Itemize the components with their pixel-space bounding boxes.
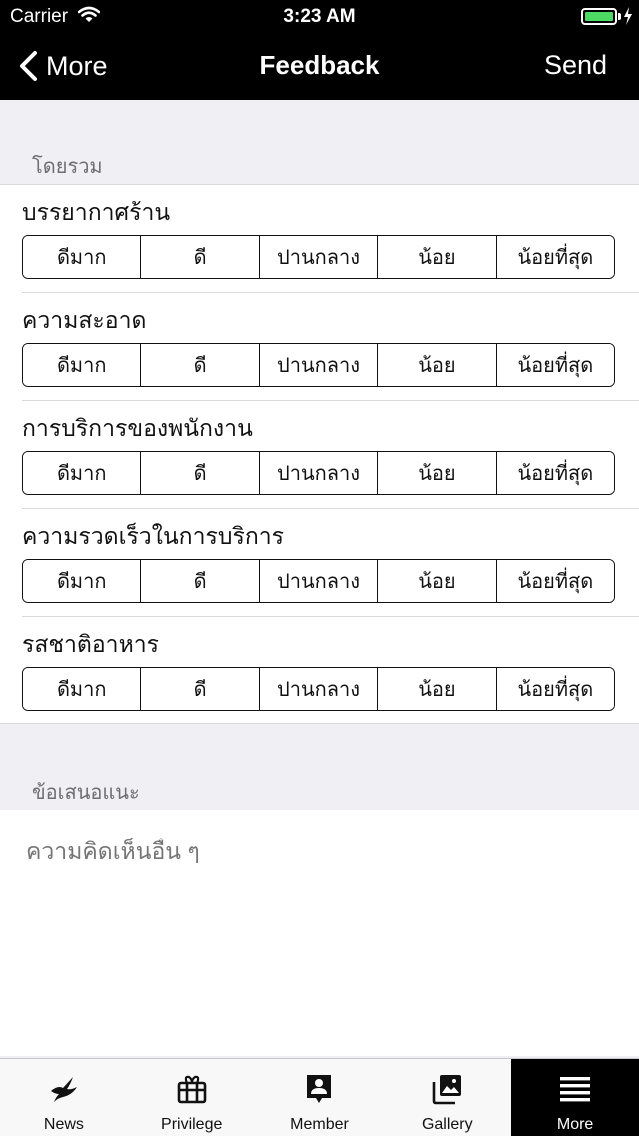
rating-option-good[interactable]: ดี	[141, 344, 259, 386]
rating-option-very-poor[interactable]: น้อยที่สุด	[497, 344, 614, 386]
tab-label: More	[556, 1116, 594, 1133]
carrier-label: Carrier	[10, 6, 69, 27]
rating-option-average[interactable]: ปานกลาง	[260, 236, 378, 278]
rating-row-staff-service	[0, 401, 639, 509]
rating-option-very-good[interactable]: ดีมาก	[23, 668, 141, 710]
status-time: 3:23 AM	[283, 6, 356, 27]
battery-tip	[618, 13, 621, 20]
rating-question-label: ความสะอาด	[22, 307, 147, 333]
rating-option-very-poor[interactable]: น้อยที่สุด	[497, 560, 614, 602]
gift-box-icon	[176, 1073, 208, 1105]
tab-news[interactable]	[0, 1059, 128, 1136]
tab-label: News	[43, 1116, 84, 1133]
tab-member[interactable]	[256, 1059, 384, 1136]
rating-row-cleanliness	[0, 293, 639, 401]
rating-option-poor[interactable]: น้อย	[378, 668, 496, 710]
tab-label: Privilege	[161, 1116, 223, 1133]
rating-option-average[interactable]: ปานกลาง	[260, 560, 378, 602]
rating-option-good[interactable]: ดี	[141, 236, 259, 278]
tab-more[interactable]	[511, 1059, 639, 1136]
tab-privilege[interactable]	[128, 1059, 256, 1136]
navigation-bar	[0, 34, 639, 100]
rating-option-very-poor[interactable]: น้อยที่สุด	[497, 668, 614, 710]
rating-segmented-control	[22, 559, 615, 603]
rating-question-label: ความรวดเร็วในการบริการ	[22, 523, 285, 549]
rating-option-poor[interactable]: น้อย	[378, 344, 496, 386]
rating-question-label: รสชาติอาหาร	[22, 631, 160, 657]
rating-option-good[interactable]: ดี	[141, 560, 259, 602]
suggestion-section-header: ข้อเสนอแนะ	[32, 782, 140, 804]
rating-row-food-taste	[0, 617, 639, 725]
swallow-bird-icon	[48, 1073, 80, 1105]
rating-row-service-speed	[0, 509, 639, 617]
back-button-label: More	[46, 50, 108, 81]
rating-list	[0, 184, 639, 724]
rating-segmented-control	[22, 235, 615, 279]
rating-option-average[interactable]: ปานกลาง	[260, 668, 378, 710]
rating-option-good[interactable]: ดี	[141, 668, 259, 710]
rating-option-average[interactable]: ปานกลาง	[260, 344, 378, 386]
rating-segmented-control	[22, 343, 615, 387]
rating-question-label: การบริการของพนักงาน	[22, 415, 253, 441]
battery-icon	[581, 8, 617, 25]
gallery-photos-icon	[431, 1073, 463, 1105]
rating-option-very-good[interactable]: ดีมาก	[23, 344, 141, 386]
hamburger-menu-icon	[559, 1073, 591, 1105]
suggestion-box	[0, 810, 639, 1056]
charging-bolt-icon	[623, 7, 633, 25]
rating-segmented-control	[22, 451, 615, 495]
rating-question-label: บรรยากาศร้าน	[22, 199, 171, 225]
rating-segmented-control	[22, 667, 615, 711]
rating-option-poor[interactable]: น้อย	[378, 452, 496, 494]
rating-option-good[interactable]: ดี	[141, 452, 259, 494]
tab-gallery[interactable]	[383, 1059, 511, 1136]
tab-label: Gallery	[421, 1116, 473, 1133]
send-button[interactable]: Send	[543, 50, 607, 80]
page-title: Feedback	[259, 50, 380, 80]
tab-bar	[0, 1058, 639, 1136]
rating-option-average[interactable]: ปานกลาง	[260, 452, 378, 494]
rating-row-atmosphere	[0, 185, 639, 293]
tab-label: Member	[290, 1116, 349, 1133]
suggestion-text-input[interactable]	[26, 838, 606, 865]
overall-section-header: โดยรวม	[32, 156, 103, 178]
battery-level	[585, 12, 613, 21]
rating-option-poor[interactable]: น้อย	[378, 560, 496, 602]
rating-option-very-good[interactable]: ดีมาก	[23, 236, 141, 278]
rating-option-very-poor[interactable]: น้อยที่สุด	[497, 452, 614, 494]
rating-option-very-poor[interactable]: น้อยที่สุด	[497, 236, 614, 278]
status-bar	[0, 0, 639, 34]
rating-option-poor[interactable]: น้อย	[378, 236, 496, 278]
member-card-icon	[303, 1073, 335, 1105]
rating-option-very-good[interactable]: ดีมาก	[23, 452, 141, 494]
rating-option-very-good[interactable]: ดีมาก	[23, 560, 141, 602]
